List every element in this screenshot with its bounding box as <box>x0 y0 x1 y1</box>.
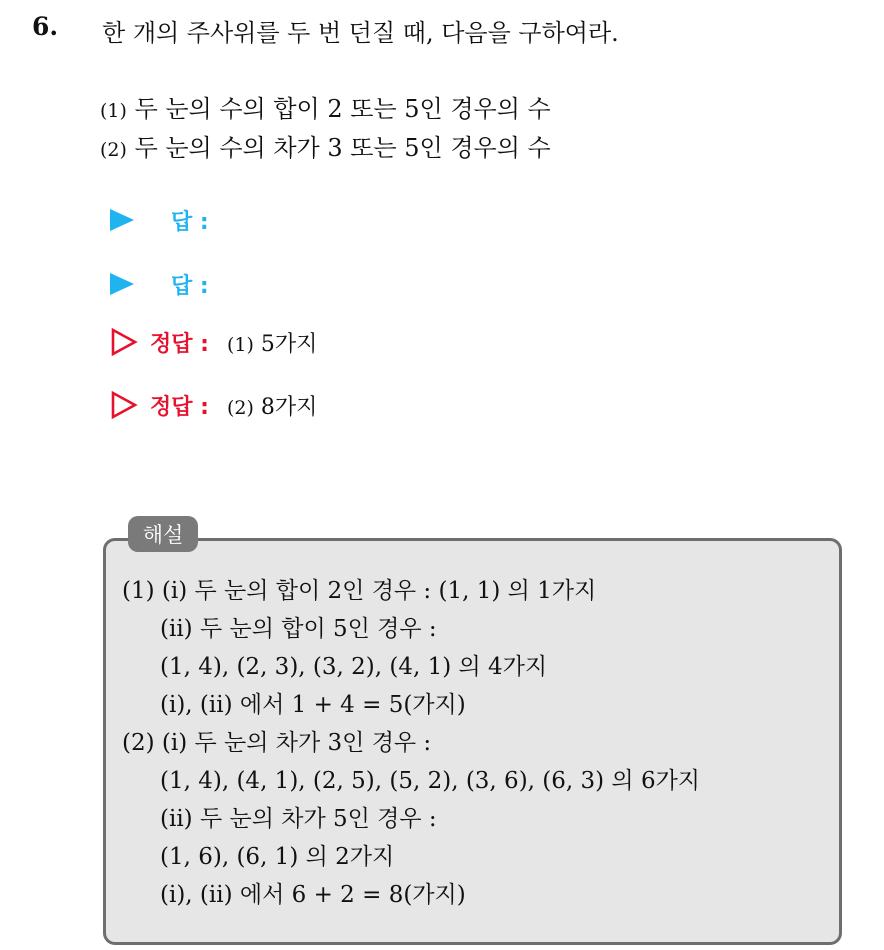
answer-row-2 <box>110 264 209 304</box>
solution-line: (1, 4), (4, 1), (2, 5), (5, 2), (3, 6), (6, 3) 의 6가지 <box>160 768 701 794</box>
correct-answer-row-1 <box>110 322 317 362</box>
correct-answer-text: 5가지 <box>260 331 318 357</box>
solution-line: (i), (ii) 에서 6 + 2 = 8(가지) <box>160 882 466 908</box>
sub-question-1 <box>100 89 551 124</box>
correct-answer-row-2 <box>110 385 317 425</box>
solution-tab: 해설 <box>128 516 198 552</box>
question-number: 6. <box>32 12 59 41</box>
sub-question-1-marker: (1) <box>100 100 127 122</box>
sub-question-2 <box>100 128 551 163</box>
correct-answer-marker: (2) <box>226 396 254 419</box>
correct-answer-marker: (1) <box>226 333 254 356</box>
play-triangle-icon <box>110 273 134 295</box>
correct-answer-label: 정답 : <box>150 331 209 357</box>
solution-line: (2) (i) 두 눈의 차가 3인 경우 : <box>122 730 432 756</box>
solution-line: (ii) 두 눈의 합이 5인 경우 : <box>160 616 437 642</box>
sub-question-2-text: 두 눈의 수의 차가 3 또는 5인 경우의 수 <box>134 134 551 162</box>
answer-row-1 <box>110 200 209 240</box>
answer-label: 답 : <box>171 209 209 235</box>
play-triangle-icon <box>110 209 134 231</box>
solution-line: (1, 4), (2, 3), (3, 2), (4, 1) 의 4가지 <box>160 654 548 680</box>
correct-answer-value <box>227 390 317 421</box>
solution-line: (1) (i) 두 눈의 합이 2인 경우 : (1, 1) 의 1가지 <box>122 578 597 604</box>
outline-triangle-icon <box>110 328 138 356</box>
question-text: 한 개의 주사위를 두 번 던질 때, 다음을 구하여라. <box>102 19 619 47</box>
correct-answer-label: 정답 : <box>150 394 209 420</box>
solution-line: (i), (ii) 에서 1 + 4 = 5(가지) <box>160 692 466 718</box>
solution-line: (ii) 두 눈의 차가 5인 경우 : <box>160 806 437 832</box>
solution-line: (1, 6), (6, 1) 의 2가지 <box>160 844 395 870</box>
answer-label: 답 : <box>171 273 209 299</box>
sub-question-2-marker: (2) <box>100 139 127 161</box>
correct-answer-value <box>227 327 317 358</box>
correct-answer-text: 8가지 <box>260 394 318 420</box>
sub-question-1-text: 두 눈의 수의 합이 2 또는 5인 경우의 수 <box>134 95 551 123</box>
outline-triangle-icon <box>110 391 138 419</box>
